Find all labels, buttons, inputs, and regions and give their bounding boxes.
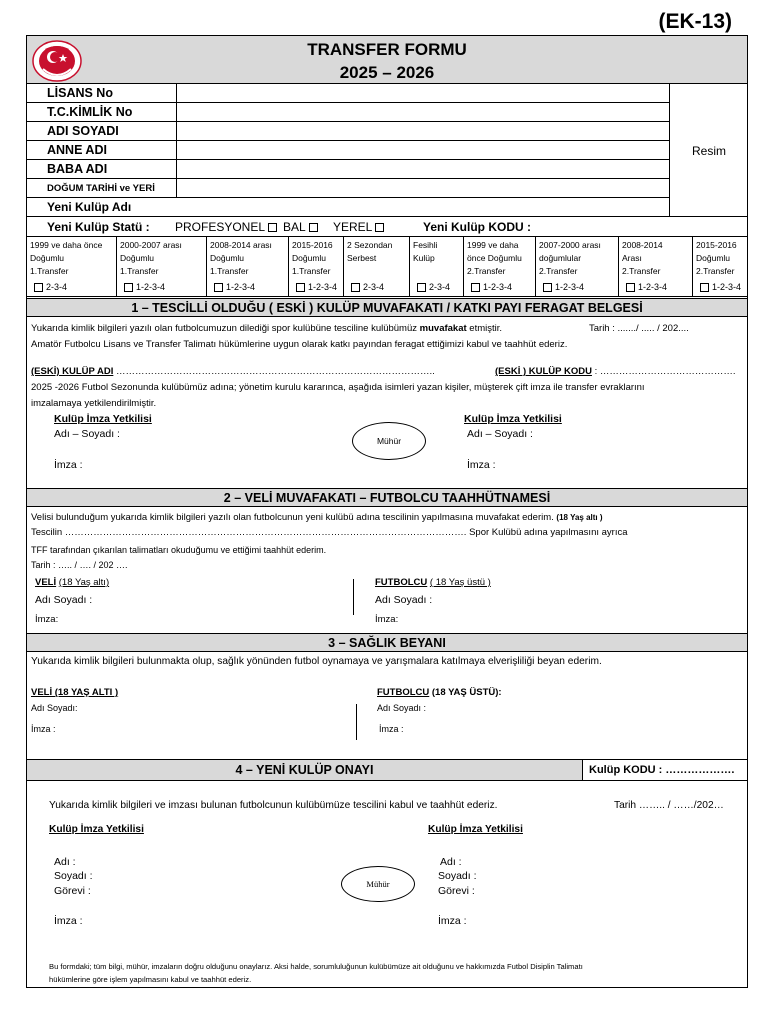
category-checkbox[interactable] xyxy=(414,281,450,294)
section3-line1: Yukarıda kimlik bilgileri bulunmakta olup, sağlık yönünden futbol oynamaya ve yarışmalara katılmaya elverişliliği beyan ederim. xyxy=(31,656,602,667)
section1-line4: imzalamaya yetkilendirilmiştir. xyxy=(31,398,157,409)
right-role: Görevi : xyxy=(438,885,475,897)
form-header xyxy=(27,36,747,84)
new-club-signatory-left: Kulüp İmza Yetkilisi xyxy=(49,824,144,835)
parent-name: Adı Soyadı : xyxy=(35,594,93,606)
category-text: 2008-2014 arası xyxy=(210,240,272,250)
category-text: 2.Transfer xyxy=(696,266,735,276)
seal-section1: Mühür xyxy=(352,422,426,460)
section2-title: 2 – VELİ MUVAFAKATI – FUTBOLCU TAAHHÜTNAMESİ xyxy=(27,488,747,507)
right-sign: İmza : xyxy=(438,915,467,927)
checkbox[interactable] xyxy=(351,283,360,292)
category-text: Serbest xyxy=(347,253,377,263)
form-season: 2025 – 2026 xyxy=(339,63,435,82)
checkbox[interactable] xyxy=(268,223,277,232)
category-checkbox[interactable] xyxy=(121,281,165,294)
health-parent-heading: VELİ (18 YAŞ ALTI ) xyxy=(31,687,119,698)
category-cell[interactable] xyxy=(619,237,693,297)
footer-line2: hükümlerine göre işlem yapılmasını kabul ve taahhüt ederiz. xyxy=(49,975,252,984)
category-text: 2.Transfer xyxy=(467,266,506,276)
category-box-label: 1-2-3-4 xyxy=(483,282,513,292)
left-name: Adı : xyxy=(54,856,76,868)
left-surname: Soyadı : xyxy=(54,870,93,882)
category-box-label: 1-2-3-4 xyxy=(712,282,742,292)
identity-row[interactable] xyxy=(27,103,669,122)
identity-label: ANNE ADI xyxy=(27,141,177,160)
section1-date: Tarih : ......./ ..... / 202.... xyxy=(589,323,689,334)
health-player-heading: FUTBOLCU (18 YAŞ ÜSTÜ): xyxy=(377,687,502,698)
category-checkbox[interactable] xyxy=(293,281,337,294)
category-text: Doğumlu xyxy=(292,253,327,263)
identity-label: LİSANS No xyxy=(27,84,177,103)
identity-row[interactable] xyxy=(27,84,669,103)
footer-line1: Bu formdaki; tüm bilgi, mühür, imzaların doğru olduğunu onaylarız. Aksi halde, sorumluluğunun kulübümüze ait olduğunu ve hakkımızda Futbol Disiplin Talimatı xyxy=(49,962,583,971)
new-club-name-row[interactable] xyxy=(27,198,669,217)
health-parent-name: Adı Soyadı: xyxy=(31,703,78,713)
category-cell[interactable] xyxy=(289,237,344,297)
category-box-label: 1-2-3-4 xyxy=(226,282,256,292)
category-box-label: 2-3-4 xyxy=(46,282,68,292)
section2-date: Tarih : ….. / …. / 202 …. xyxy=(31,560,128,570)
health-parent-sign: İmza : xyxy=(31,724,56,734)
section4-date: Tarih …….. / ……/202… xyxy=(614,800,724,811)
right-surname: Soyadı : xyxy=(438,870,477,882)
category-text: 1999 ve daha önce xyxy=(30,240,103,250)
form-code: (EK-13) xyxy=(658,10,732,33)
category-text: Doğumlu xyxy=(120,253,155,263)
photo-box xyxy=(669,84,747,217)
category-text: Doğumlu xyxy=(696,253,731,263)
seal-section4: Mühür xyxy=(341,866,415,902)
category-box-label: 2-3-4 xyxy=(429,282,451,292)
divider xyxy=(356,704,357,740)
category-cell[interactable] xyxy=(536,237,619,297)
category-text: 1.Transfer xyxy=(120,266,159,276)
signatory-sign-right: İmza : xyxy=(467,459,496,471)
checkbox[interactable] xyxy=(214,283,223,292)
category-checkbox[interactable] xyxy=(697,281,741,294)
category-text: Doğumlu xyxy=(210,253,245,263)
checkbox[interactable] xyxy=(471,283,480,292)
section1-line3: 2025 -2026 Futbol Sezonunda kulübümüz adına; yönetim kurulu kararınca, aşağıda isimleri yazan kişiler, müşterek çift imza ile transfer evraklarını xyxy=(31,382,645,393)
category-box-label: 1-2-3-4 xyxy=(555,282,585,292)
status-option-profesyonel[interactable]: PROFESYONEL xyxy=(175,217,280,237)
right-name: Adı : xyxy=(440,856,462,868)
category-text: 1.Transfer xyxy=(210,266,249,276)
category-cell[interactable] xyxy=(410,237,464,297)
checkbox[interactable] xyxy=(309,223,318,232)
identity-label: DOĞUM TARİHİ ve YERİ xyxy=(27,179,177,198)
new-club-name-label: Yeni Kulüp Adı xyxy=(47,200,132,214)
category-cell[interactable] xyxy=(464,237,536,297)
category-box-label: 1-2-3-4 xyxy=(638,282,668,292)
old-club-code: (ESKİ ) KULÜP KODU : ……………………………………. xyxy=(495,366,736,377)
checkbox[interactable] xyxy=(543,283,552,292)
identity-row[interactable] xyxy=(27,122,669,141)
identity-row[interactable] xyxy=(27,160,669,179)
category-text: 1.Transfer xyxy=(292,266,331,276)
category-checkbox[interactable] xyxy=(540,281,584,294)
category-text: 1999 ve daha xyxy=(467,240,519,250)
category-checkbox[interactable] xyxy=(31,281,67,294)
category-text: 2.Transfer xyxy=(622,266,661,276)
old-club-name: (ESKİ) KULÜP ADI ……………………………………………………………………………………….. xyxy=(31,366,435,377)
category-text: 2015-2016 xyxy=(292,240,333,250)
club-status-row xyxy=(27,217,747,237)
category-cell[interactable] xyxy=(117,237,207,297)
category-cell[interactable] xyxy=(693,237,747,297)
category-text: 1.Transfer xyxy=(30,266,69,276)
signatory-title-left: Kulüp İmza Yetkilisi xyxy=(54,413,152,425)
section4-line1: Yukarıda kimlik bilgileri ve imzası bulunan futbolcunun kulübümüze tescilini kabul ve taahhüt ederiz. xyxy=(49,800,498,811)
category-cell[interactable] xyxy=(207,237,289,297)
transfer-categories xyxy=(27,237,747,297)
signatory-name-left: Adı – Soyadı : xyxy=(54,428,120,440)
section1-line1: Yukarıda kimlik bilgileri yazılı olan futbolcumuzun dilediği spor kulübüne tesciline kulübümüz muvafakat etmiştir. xyxy=(31,323,503,334)
health-player-sign: İmza : xyxy=(379,724,404,734)
checkbox[interactable] xyxy=(296,283,305,292)
new-club-signatory-right: Kulüp İmza Yetkilisi xyxy=(428,824,523,835)
category-text: Kulüp xyxy=(413,253,435,263)
checkbox[interactable] xyxy=(375,223,384,232)
category-text: 2.Transfer xyxy=(539,266,578,276)
player-sign: İmza: xyxy=(375,614,399,625)
section2-line1: Velisi bulunduğum yukarıda kimlik bilgileri yazılı olan futbolcunun yeni kulübü adına tescilinin yapılmasına muvafakat ederim. (18 Yaş altı ) xyxy=(31,512,603,523)
status-option-yerel[interactable]: YEREL xyxy=(333,217,387,237)
category-box-label: 1-2-3-4 xyxy=(136,282,166,292)
category-text: Fesihli xyxy=(413,240,438,250)
category-text: 2007-2000 arası xyxy=(539,240,601,250)
category-checkbox[interactable] xyxy=(348,281,384,294)
identity-row[interactable] xyxy=(27,141,669,160)
category-checkbox[interactable] xyxy=(468,281,512,294)
section3-title: 3 – SAĞLIK BEYANI xyxy=(27,633,747,652)
category-text: önce Doğumlu xyxy=(467,253,522,263)
category-cell[interactable] xyxy=(27,237,117,297)
health-player-name: Adı Soyadı : xyxy=(377,703,427,713)
new-club-code-label: Yeni Kulüp KODU : xyxy=(423,220,531,234)
player-name: Adı Soyadı : xyxy=(375,594,433,606)
photo-label: Resim xyxy=(691,144,726,158)
status-option-bal[interactable]: BAL xyxy=(283,217,321,237)
category-text: doğumlular xyxy=(539,253,582,263)
form-title: TRANSFER FORMU xyxy=(307,40,467,59)
left-role: Görevi : xyxy=(54,885,91,897)
category-text: 2 Sezondan xyxy=(347,240,393,250)
signatory-sign-left: İmza : xyxy=(54,459,83,471)
category-text: 2000-2007 arası xyxy=(120,240,182,250)
left-sign: İmza : xyxy=(54,915,83,927)
section2-line3: TFF tarafından çıkarılan talimatları okuduğumu ve ettiğimi taahhüt ederim. xyxy=(31,545,327,555)
player-heading: FUTBOLCU ( 18 Yaş üstü ) xyxy=(375,577,491,588)
category-cell[interactable] xyxy=(344,237,410,297)
divider xyxy=(353,579,354,615)
category-box-label: 1-2-3-4 xyxy=(308,282,338,292)
section4-header xyxy=(27,759,747,781)
category-box-label: 2-3-4 xyxy=(363,282,385,292)
checkbox[interactable] xyxy=(34,283,43,292)
signatory-title-right: Kulüp İmza Yetkilisi xyxy=(464,413,562,425)
status-label: Yeni Kulüp Statü : xyxy=(47,220,150,234)
identity-label: BABA ADI xyxy=(27,160,177,179)
category-text: Arası xyxy=(622,253,642,263)
category-checkbox[interactable] xyxy=(623,281,667,294)
category-checkbox[interactable] xyxy=(211,281,255,294)
identity-label: T.C.KİMLİK No xyxy=(27,103,177,122)
checkbox[interactable] xyxy=(700,283,709,292)
checkbox[interactable] xyxy=(626,283,635,292)
category-text: 2008-2014 xyxy=(622,240,663,250)
section1-title: 1 – TESCİLLİ OLDUĞU ( ESKİ ) KULÜP MUVAFAKATI / KATKI PAYI FERAGAT BELGESİ xyxy=(27,298,747,317)
identity-row[interactable] xyxy=(27,179,669,198)
checkbox[interactable] xyxy=(124,283,133,292)
checkbox[interactable] xyxy=(417,283,426,292)
signatory-name-right: Adı – Soyadı : xyxy=(467,428,533,440)
section4-title: 4 – YENİ KULÜP ONAYI xyxy=(27,760,583,780)
category-text: 2015-2016 xyxy=(696,240,737,250)
parent-heading: VELİ (18 Yaş altı) xyxy=(35,577,110,588)
section2-line2: Tescilin ………………………………………………………………………………………………………………. Spor Kulübü adına yapılmasını ayrıca xyxy=(31,527,628,538)
transfer-form xyxy=(26,35,748,988)
parent-sign: İmza: xyxy=(35,614,59,625)
club-code: Kulüp KODU : ………………. xyxy=(589,764,735,776)
section1-line2: Amatör Futbolcu Lisans ve Transfer Talimatı hükümlerine uygun olarak katkı payından feragat ettiğimizi kabul ve taahhüt ederiz. xyxy=(31,339,568,350)
identity-label: ADI SOYADI xyxy=(27,122,177,141)
category-text: Doğumlu xyxy=(30,253,65,263)
